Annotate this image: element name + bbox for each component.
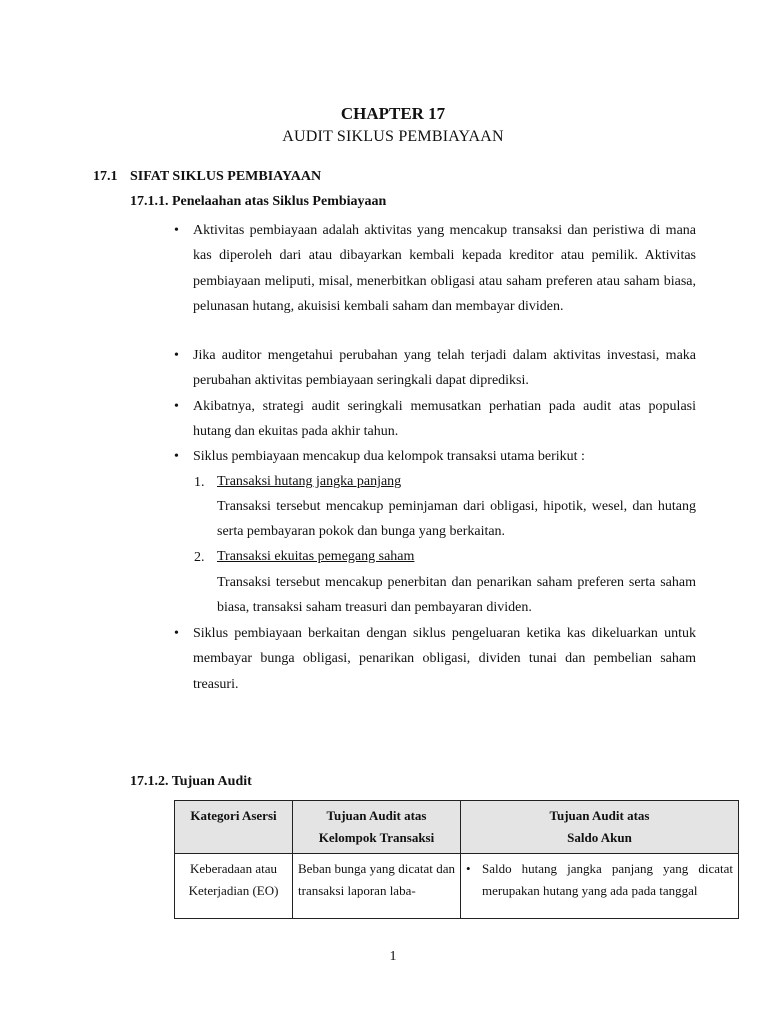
table-cell xyxy=(461,854,739,919)
table-row xyxy=(175,854,739,919)
chapter-subtitle: AUDIT SIKLUS PEMBIAYAAN xyxy=(282,128,504,145)
bullet-marker: • xyxy=(466,861,471,876)
bullet-text-5: Siklus pembiayaan berkaitan dengan siklus pengeluaran ketika kas dikeluarkan untuk membayar bunga obligasi, penarikan obligasi, dividen tunai dan pembelian saham treasuri. xyxy=(193,626,696,692)
numbered-marker-1: 1. xyxy=(194,475,205,490)
bullet-marker: • xyxy=(174,449,179,464)
cell-saldo: Saldo hutang jangka panjang yang dicatat merupakan hutang yang ada pada tanggal xyxy=(482,861,733,898)
cell-bullet xyxy=(466,858,733,902)
cell-kategori: Keberadaan atau Keterjadian (EO) xyxy=(188,861,279,898)
chapter-title: CHAPTER 17 xyxy=(340,104,446,123)
header-kategori: Kategori Asersi xyxy=(190,808,277,823)
header-saldo-line1: Tujuan Audit atas xyxy=(549,808,650,823)
numbered-marker-2: 2. xyxy=(194,550,205,565)
bullet-marker: • xyxy=(174,626,179,641)
bullet-marker: • xyxy=(174,348,179,363)
header-transaksi-line2: Kelompok Transaksi xyxy=(318,830,435,845)
section-number: 17.1 xyxy=(93,169,118,184)
table-header-cell xyxy=(293,801,461,854)
table-header-cell xyxy=(461,801,739,854)
table-cell xyxy=(175,854,293,919)
table-header-row xyxy=(175,801,739,854)
bullet-text-2: Jika auditor mengetahui perubahan yang telah terjadi dalam aktivitas investasi, maka perubahan aktivitas pembiayaan seringkali dapat diprediksi. xyxy=(193,348,696,389)
header-transaksi-line1: Tujuan Audit atas xyxy=(326,808,427,823)
subsection-heading-2: 17.1.2. Tujuan Audit xyxy=(130,774,252,789)
audit-objectives-table xyxy=(174,800,739,919)
bullet-text-4: Siklus pembiayaan mencakup dua kelompok transaksi utama berikut : xyxy=(193,449,585,464)
numbered-title-1: Transaksi hutang jangka panjang xyxy=(217,474,402,489)
bullet-text-1: Aktivitas pembiayaan adalah aktivitas yang mencakup transaksi dan peristiwa di mana kas diperoleh dari atau dibayarkan kembali kepada kreditor atau pemilik. Aktivitas pembiayaan meliputi, misal, menerbitkan obligasi atau saham preferen atau saham biasa, pelunasan hutang, akuisisi kembali saham dan membayar dividen. xyxy=(193,223,696,314)
section-title: SIFAT SIKLUS PEMBIAYAAN xyxy=(130,169,322,184)
bullet-text-3: Akibatnya, strategi audit seringkali memusatkan perhatian pada audit atas populasi hutang dan ekuitas pada akhir tahun. xyxy=(193,399,696,440)
header-saldo-line2: Saldo Akun xyxy=(567,830,632,845)
page-number: 1 xyxy=(389,949,397,964)
numbered-text-1: Transaksi tersebut mencakup peminjaman dari obligasi, hipotik, wesel, dan hutang serta pembayaran pokok dan bunga yang berkaitan. xyxy=(217,499,696,540)
subsection-heading-1: 17.1.1. Penelaahan atas Siklus Pembiayaan xyxy=(130,194,387,209)
numbered-text-2: Transaksi tersebut mencakup penerbitan dan penarikan saham preferen serta saham biasa, transaksi saham treasuri dan pembayaran dividen. xyxy=(217,575,696,616)
bullet-marker: • xyxy=(174,399,179,414)
table-header-cell xyxy=(175,801,293,854)
bullet-marker: • xyxy=(174,223,179,238)
cell-transaksi: Beban bunga yang dicatat dan transaksi laporan laba- xyxy=(298,861,455,898)
table-cell xyxy=(293,854,461,919)
section-heading xyxy=(93,169,321,185)
numbered-title-2: Transaksi ekuitas pemegang saham xyxy=(217,549,415,564)
